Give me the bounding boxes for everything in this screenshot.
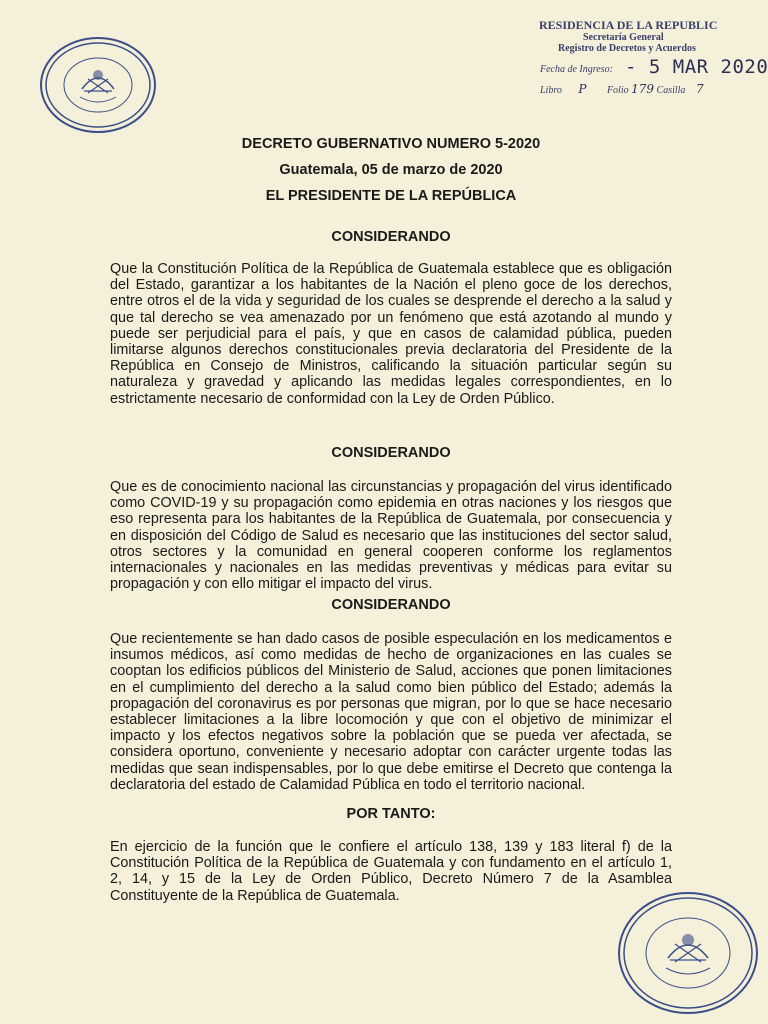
seal-emblem-icon <box>620 894 756 1012</box>
registry-stamp <box>537 18 768 98</box>
section-3-heading-row <box>110 597 672 613</box>
section-paragraph: Que la Constitución Política de la República de Guatemala establece que es obligación del Estado, garantizar a los habitantes de la Nación el pleno goce de los derechos, entre otros el de la vida y seguridad de los cuales se desprende el derecho a la salud y que tal derecho se vea amenazado por un fenómeno que está azotando al mundo y puede ser perjudicial para el país, y que en casos de calamidad pública, pueden limitarse algunos derechos constitucionales previa declaratoria del Presidente de la República en Consejo de Ministros, calificando la situación particular según su naturaleza y gravedad y aplicando las medidas legales correspondientes, en lo estrictamente necesario de conformidad con la Ley de Orden Público. <box>110 261 672 407</box>
place-date: Guatemala, 05 de marzo de 2020 <box>279 162 503 178</box>
stamp-libro-value: P <box>578 82 587 96</box>
stamp-office: RESIDENCIA DE LA REPUBLIC <box>539 18 718 32</box>
stamp-fecha-label: Fecha de Ingreso: <box>540 64 613 75</box>
section-1-heading-row <box>110 229 672 245</box>
stamp-libro-label: Libro <box>540 85 562 96</box>
section-4-heading-row <box>110 806 672 822</box>
section-heading: CONSIDERANDO <box>331 229 451 245</box>
section-paragraph: Que recientemente se han dado casos de posible especulación en los medicamentos e insumos médicos, así como medidas de hecho de organizaciones en las cuales se cooptan los edificios públicos del Ministerio de Salud, acciones que ponen limitaciones en el cumplimiento del derecho a la salud como bien público del Estado; además la propagación del coronavirus es por personas que migran, por lo que se hace necesario establecer limitaciones a la libre locomoción y que con el objetivo de minimizar el impacto y los efectos negativos sobre la población que se pueda ver afectada, se considera oportuno, conveniente y necesario adoptar con carácter urgente todas las medidas que sean indispensables, por lo que debe emitirse el Decreto que contenga la declaratoria del estado de Calamidad Pública en todo el territorio nacional. <box>110 631 672 793</box>
section-paragraph: Que es de conocimiento nacional las circunstancias y propagación del virus identificado como COVID-19 y su propagación como epidemia en otras naciones y los riesgos que eso representa para los habitantes de la República de Guatemala, por consecuencia y en disposición del Código de Salud es necesario que las instituciones del sector salud, otros sectores y la comunidad en general cooperen conforme los reglamentos internacionales y nacionales en las medidas preventivas y médicas para evitar su propagación y con ello mitigar el impacto del virus. <box>110 479 672 593</box>
decree-title: DECRETO GUBERNATIVO NUMERO 5-2020 <box>241 136 541 152</box>
section-2-heading-row <box>110 445 672 461</box>
stamp-libro-row <box>540 82 704 96</box>
presidential-seal-top <box>40 37 156 133</box>
section-heading: POR TANTO: <box>346 806 436 822</box>
stamp-fecha-value: - 5 MAR 2020 <box>625 56 768 78</box>
section-heading: CONSIDERANDO <box>331 597 451 613</box>
stamp-secretaria: Secretaría General <box>583 32 664 43</box>
issuer-row <box>110 188 672 204</box>
place-date-row <box>110 162 672 178</box>
document-header <box>110 136 672 152</box>
stamp-registro: Registro de Decretos y Acuerdos <box>558 43 696 54</box>
issuer: EL PRESIDENTE DE LA REPÚBLICA <box>265 188 517 204</box>
stamp-folio-value: 179 <box>631 82 655 96</box>
section-heading: CONSIDERANDO <box>331 445 451 461</box>
section-paragraph: En ejercicio de la función que le confiere el artículo 138, 139 y 183 literal f) de la Constitución Política de la República de Guatemala y con fundamento en el artículo 1, 2, 14, y 15 de la Ley de Orden Público, Decreto Número 7 de la Asamblea Constituyente de la República de Guatemala. <box>110 839 672 904</box>
seal-emblem-icon <box>42 39 154 131</box>
stamp-folio-label: Folio <box>606 85 629 96</box>
presidential-seal-bottom <box>618 892 758 1014</box>
stamp-casilla-value: 7 <box>695 82 704 96</box>
stamp-casilla-label: Casilla <box>656 85 686 96</box>
